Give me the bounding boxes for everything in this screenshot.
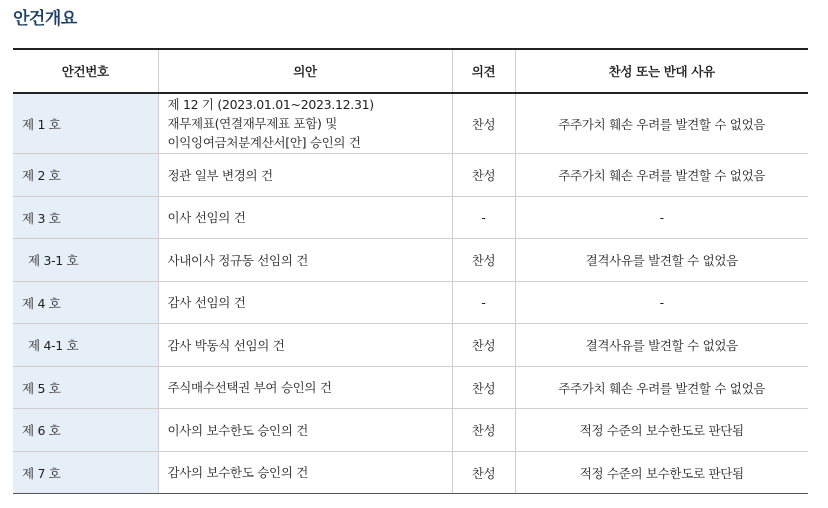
opinion: 찬성 <box>452 239 515 282</box>
agenda-title: 감사의 보수한도 승인의 건 <box>158 452 452 494</box>
agenda-title-line: 이익잉여금처분계산서[안] 승인의 건 <box>167 135 361 150</box>
header-agenda-number: 안건번호 <box>13 49 158 93</box>
table-row <box>13 154 808 197</box>
agenda-title: 사내이사 정규동 선임의 건 <box>158 239 452 282</box>
agenda-title: 감사 선임의 건 <box>158 282 452 324</box>
table-row <box>13 324 808 367</box>
agenda-number: 제 7 호 <box>13 452 158 494</box>
reason: 주주가치 훼손 우려를 발견할 수 없었음 <box>515 154 808 197</box>
table-row <box>13 197 808 239</box>
header-agenda-item: 의안 <box>158 49 452 93</box>
agenda-title: 정관 일부 변경의 건 <box>158 154 452 197</box>
agenda-title: 이사의 보수한도 승인의 건 <box>158 409 452 452</box>
reason: - <box>515 282 808 324</box>
reason: 적정 수준의 보수한도로 판단됨 <box>515 409 808 452</box>
header-reason: 찬성 또는 반대 사유 <box>515 49 808 93</box>
agenda-title: 이사 선임의 건 <box>158 197 452 239</box>
agenda-number: 제 2 호 <box>13 154 158 197</box>
opinion: 찬성 <box>452 409 515 452</box>
opinion: - <box>452 197 515 239</box>
reason: 결격사유를 발견할 수 없었음 <box>515 239 808 282</box>
agenda-table <box>13 48 808 494</box>
table-row <box>13 452 808 494</box>
reason: 주주가치 훼손 우려를 발견할 수 없었음 <box>515 93 808 154</box>
opinion: 찬성 <box>452 93 515 154</box>
table-row <box>13 409 808 452</box>
reason: 결격사유를 발견할 수 없었음 <box>515 324 808 367</box>
reason: - <box>515 197 808 239</box>
opinion: 찬성 <box>452 324 515 367</box>
agenda-number: 제 1 호 <box>13 93 158 154</box>
header-opinion: 의견 <box>452 49 515 93</box>
agenda-number: 제 3-1 호 <box>13 239 158 282</box>
table-row <box>13 367 808 409</box>
table-row <box>13 282 808 324</box>
agenda-number: 제 4 호 <box>13 282 158 324</box>
opinion: 찬성 <box>452 367 515 409</box>
agenda-number: 제 4-1 호 <box>13 324 158 367</box>
reason: 주주가치 훼손 우려를 발견할 수 없었음 <box>515 367 808 409</box>
opinion: 찬성 <box>452 452 515 494</box>
table-row <box>13 239 808 282</box>
agenda-title-line: 제 12 기 (2023.01.01~2023.12.31) <box>167 97 374 112</box>
agenda-title: 주식매수선택권 부여 승인의 건 <box>158 367 452 409</box>
agenda-number: 제 6 호 <box>13 409 158 452</box>
agenda-title: 감사 박동식 선임의 건 <box>158 324 452 367</box>
agenda-title-line: 재무제표(연결재무제표 포함) 및 <box>167 116 338 131</box>
table-header-row <box>13 49 808 93</box>
agenda-number: 제 5 호 <box>13 367 158 409</box>
table-row <box>13 93 808 154</box>
reason: 적정 수준의 보수한도로 판단됨 <box>515 452 808 494</box>
agenda-title <box>158 93 452 154</box>
opinion: 찬성 <box>452 154 515 197</box>
page-title: 안건개요 <box>13 9 77 29</box>
opinion: - <box>452 282 515 324</box>
agenda-number: 제 3 호 <box>13 197 158 239</box>
